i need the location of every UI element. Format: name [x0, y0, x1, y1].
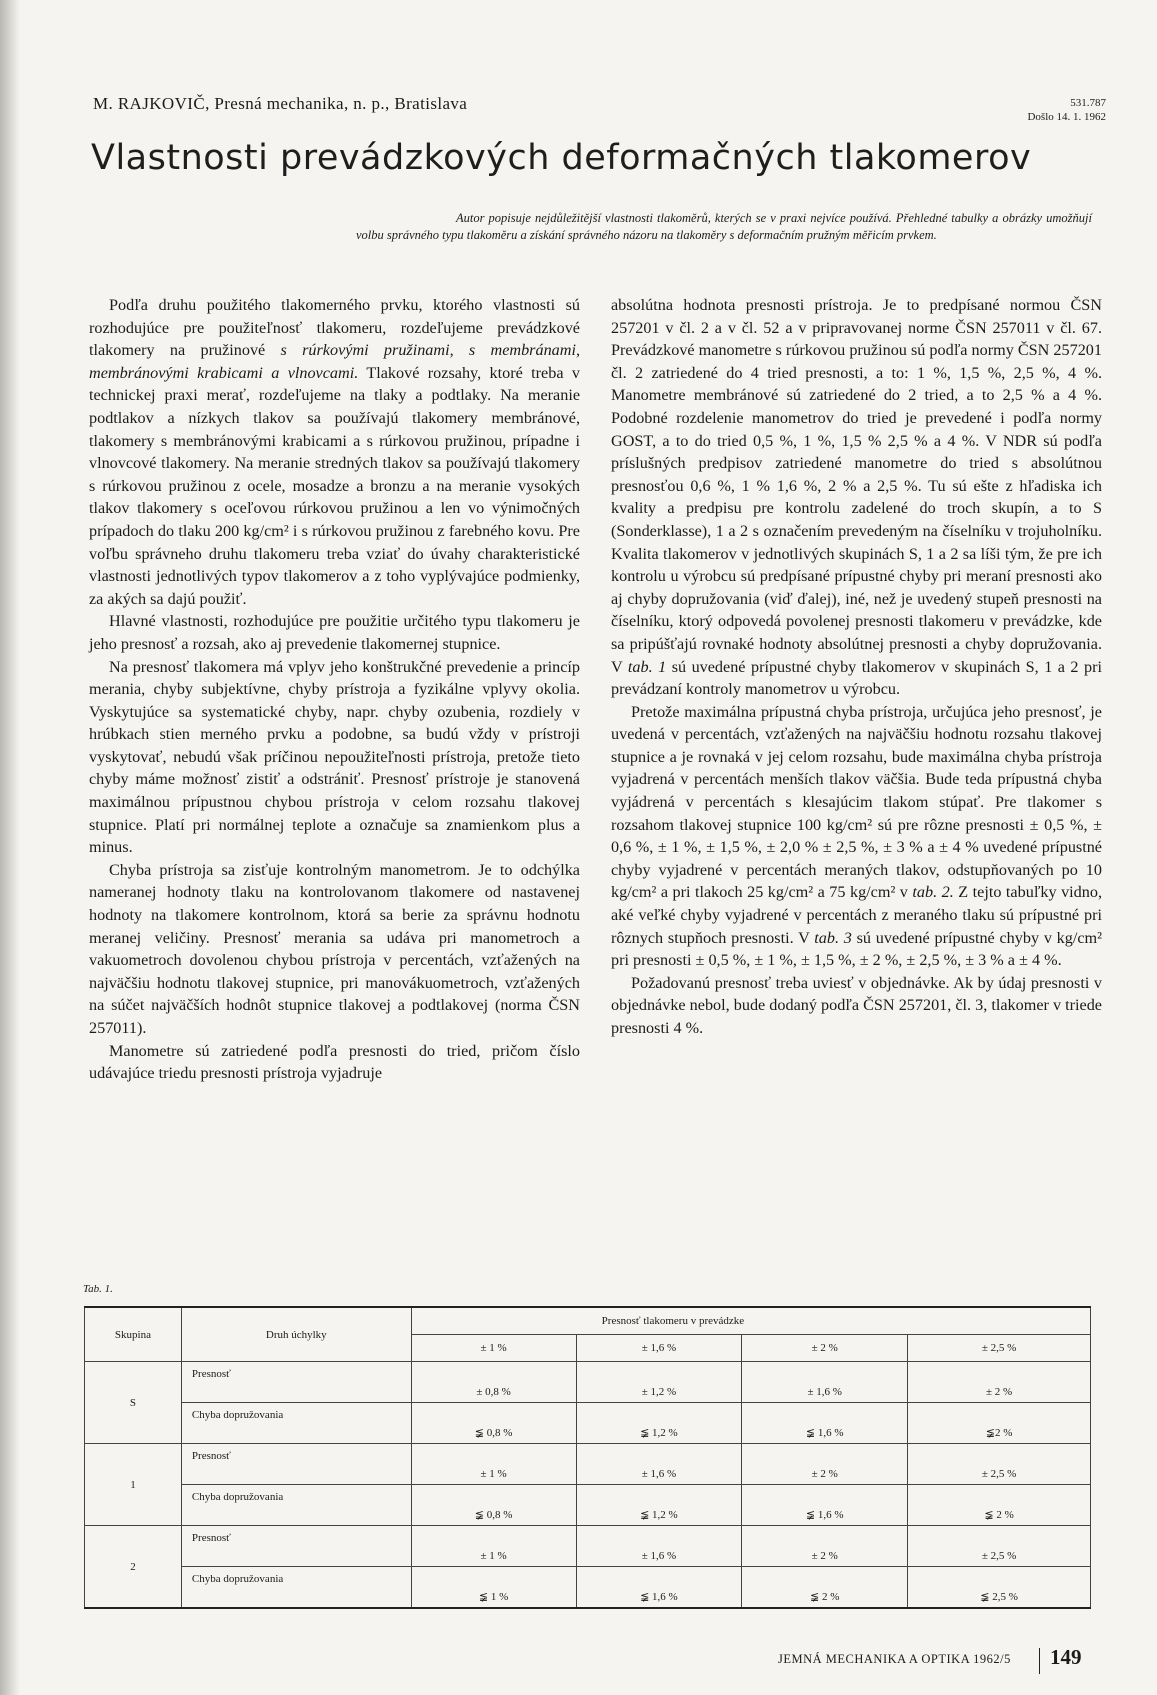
table-cell: ± 2,5 % — [908, 1526, 1091, 1567]
table-cell: ≨ 0,8 % — [411, 1403, 576, 1444]
udc-code: 531.787 — [1070, 97, 1106, 109]
table-row — [85, 1567, 1091, 1609]
table-cell: ± 1,6 % — [576, 1526, 742, 1567]
table-cell: ± 1,6 % — [742, 1362, 908, 1403]
table-cell: ± 2 % — [742, 1444, 908, 1485]
row-type: Presnosť — [181, 1444, 411, 1485]
header-presnost-group: Presnosť tlakomeru v prevádzke — [411, 1307, 1090, 1335]
row-type: Chyba dopružovania — [181, 1485, 411, 1526]
table-cell: ≨ 1 % — [411, 1567, 576, 1609]
row-type: Chyba dopružovania — [181, 1567, 411, 1609]
table-cell: ± 1,2 % — [576, 1362, 742, 1403]
page-number: 149 — [1050, 1645, 1082, 1669]
table-1 — [84, 1306, 1091, 1609]
paragraph: Pretože maximálna prípustná chyba prístroja, určujúca jeho presnosť, je uvedená v percentách, vzťažených na najväčšiu hodnotu rozsahu tlakovej stupnice a je rovnaká v jej celom rozsahu, bude maximálna chyba prístroja vyjadrená v percentách menších tlakov väčšia. Bude teda prípustná chyba vyjádrená v percentách s klesajúcim tlakom stúpať. Pre tlakomer s rozsahom tlakovej stupnice 100 kg/cm² sú pre rôzne presnosti ± 0,5 %, ± 0,6 %, ± 1 %, ± 1,5 %, ± 2,0 % ± 2,5 %, ± 3 % a ± 4 % uvedené prípustné chyby vyjadrené v percentách meraných tlakov, odstupňovaných po 10 kg/cm² a pri tlakoch 25 kg/cm² a 75 kg/cm² v tab. 2. Z tejto tabuľky vidno, aké veľké chyby vyjadrené v percentách z meraného tlaku sú prípustné pri rôznych stupňoch presnosti. V tab. 3 sú uvedené prípustné chyby v kg/cm² pri presnosti ± 0,5 %, ± 1 %, ± 1,5 %, ± 2 %, ± 2,5 %, ± 3 % a ± 4 %. — [611, 702, 1102, 970]
table-cell: ± 1,6 % — [576, 1444, 742, 1485]
group-name: S — [85, 1362, 182, 1444]
row-type: Chyba dopružovania — [181, 1403, 411, 1444]
header-class: ± 2,5 % — [908, 1335, 1091, 1362]
header-class: ± 1 % — [411, 1335, 576, 1362]
header-druh-uchylky: Druh úchylky — [181, 1307, 411, 1362]
table-row — [85, 1526, 1091, 1567]
paragraph: Požadovanú presnosť treba uviesť v objednávke. Ak by údaj presnosti v objednávke nebol, bude dodaný podľa ČSN 257201, čl. 3, tlakomer v triede presnosti 4 %. — [611, 973, 1102, 1037]
table-cell: ≨ 0,8 % — [411, 1485, 576, 1526]
right-column — [611, 294, 1102, 1040]
row-type: Presnosť — [181, 1526, 411, 1567]
left-column — [89, 294, 580, 1085]
header-class: ± 2 % — [742, 1335, 908, 1362]
table-cell: ≨ 2 % — [742, 1567, 908, 1609]
paragraph: Podľa druhu použitého tlakomerného prvku, ktorého vlastnosti sú rozhodujúce pre použiteľnosť tlakomeru, rozdeľujeme prevádzkové tlakomery na pružinové s rúrkovými pružinami, s membránami, membránovými krabicami a vlnovcami. Tlakové rozsahy, ktoré treba v technickej praxi merať, rozdeľujeme na tlaky a podtlaky. Na meranie podtlakov a nízkych tlakov sa používajú tlakomery membránové, tlakomery s membránovými krabicami a s rúrkovou pružinou, prípadne i vlnovcové tlakomery. Na meranie stredných tlakov sa používajú tlakomery s rúrkovou pružinou z ocele, mosadze a bronzu a na meranie vysokých tlakov tlakomery s oceľovou rúrkovou pružinou a len vo výnimočných prípadoch do tlaku 200 kg/cm² i s rúrkovou pružinou z farebného kovu. Pre voľbu správneho druhu tlakomeru treba vziať do úvahy charakteristické vlastnosti jednotlivých typov tlakomerov a z toho vyplývajúce podmienky, za akých sa dajú použiť. — [89, 296, 580, 608]
row-type: Presnosť — [181, 1362, 411, 1403]
table-cell: ≨ 1,6 % — [742, 1403, 908, 1444]
table-row — [85, 1444, 1091, 1485]
table-row — [85, 1485, 1091, 1526]
table-row — [85, 1403, 1091, 1444]
table-cell: ≨ 1,2 % — [576, 1403, 742, 1444]
journal-footer: JEMNÁ MECHANIKA A OPTIKA 1962/5 — [778, 1652, 1011, 1666]
table-cell: ± 2 % — [742, 1526, 908, 1567]
table-row — [85, 1362, 1091, 1403]
table-cell: ≨ 1,6 % — [742, 1485, 908, 1526]
group-name: 1 — [85, 1444, 182, 1526]
table-cell: ≨ 2 % — [908, 1485, 1091, 1526]
table-cell: ± 1 % — [411, 1526, 576, 1567]
article-title: Vlastnosti prevádzkových deformačných tlakomerov — [91, 138, 1032, 178]
paragraph: Hlavné vlastnosti, rozhodujúce pre použitie určitého typu tlakomeru je jeho presnosť a rozsah, ako aj prevedenie tlakomernej stupnice. — [89, 612, 580, 653]
table-cell: ± 2 % — [908, 1362, 1091, 1403]
table-cell: ± 0,8 % — [411, 1362, 576, 1403]
table-cell: ≨2 % — [908, 1403, 1091, 1444]
paragraph: Chyba prístroja sa zisťuje kontrolným manometrom. Je to odchýlka nameranej hodnoty tlaku na kontrolovanom tlakomere od nastavenej hodnoty na tlakomere kontrolnom, ktorá sa berie za správnu hodnotu meranej veličiny. Presnosť merania sa udáva pri manometroch a vakuometroch dovolenou chybou prístroja v percentách, vzťažených na najväčšiu hodnotu tlakovej stupnice, pri manovákuometroch, vzťažených na súčet najväčších hodnôt stupnice tlakovej a podtlakovej (norma ČSN 257011). — [89, 860, 580, 1037]
header-class: ± 1,6 % — [576, 1335, 742, 1362]
paragraph: absolútna hodnota presnosti prístroja. Je to predpísané normou ČSN 257201 v čl. 2 a v čl. 52 a v pripravovanej norme ČSN 257011 v čl. 67. Prevádzkové manometre s rúrkovou pružinou sú podľa normy ČSN 257201 čl. 2 zatriedené do 4 tried presnosti, a to: 1 %, 1,5 %, 2,5 %, 4 %. Manometre membránové sú zatriedené do 2 tried, a to 2,5 % a 4 %. Podobné rozdelenie manometrov do tried je prevedené i podľa normy GOST, a to do tried 0,5 %, 1 %, 1,5 % 2,5 % a 4 %. V NDR sú podľa príslušných predpisov zatriedené manometre do tried s absolútnou presnosťou 0,6 %, 1 % 1,6 %, 2 % a 2,5 %. Tu sú ešte z hľadiska ich kvality a predpisu pre kontrolu zadelené do troch skupín, a to S (Sonderklasse), 1 a 2 s označením prevedeným na číselníku v trojuholníku. Kvalita tlakomerov v jednotlivých skupinách S, 1 a 2 sa líši tým, že pre ich kontrolu u výrobcu sú predpísané prípustné chyby pri meraní presnosti ako aj chyby dopružovania (viď ďalej), iné, než je uvedený stupeň presnosti na číselníku, ktorý odpovedá povolenej presnosti tlakomeru v prevádzke, kde sa pripúšťajú rovnaké hodnoty absolútnej presnosti a chyby dopružovania. V tab. 1 sú uvedené prípustné chyby tlakomerov v skupinách S, 1 a 2 pri prevádzaní kontroly manometrov u výrobcu. — [611, 296, 1102, 699]
paragraph: Na presnosť tlakomera má vplyv jeho konštrukčné prevedenie a princíp merania, chyby subjektívne, chyby prístroja a fyzikálne vplyvy okolia. Vyskytujúce sa systematické chyby, napr. chyby ozubenia, rozdiely v hrúbkach stien merného prvku a podobne, sa budú vždy v prístroji vyskytovať, nebudú však príčinou nepoužiteľnosti prístroja, pretože tieto chyby máme možnosť zistiť a odstrániť. Presnosť prístroje je stanovená maximálnou prípustnou chybou prístroja v celom rozsahu tlakovej stupnice. Platí pri normálnej teplote a označuje sa znamienkom plus a minus. — [89, 657, 580, 857]
table-cell: ≨ 1,6 % — [576, 1567, 742, 1609]
article-reference — [1027, 96, 1106, 124]
article-author: M. RAJKOVIČ, Presná mechanika, n. p., Bratislava — [93, 94, 468, 113]
footer-divider — [1039, 1648, 1040, 1674]
page-binding-shadow — [0, 0, 20, 1695]
table-cell: ± 2,5 % — [908, 1444, 1091, 1485]
table-cell: ± 1 % — [411, 1444, 576, 1485]
table-cell: ≨ 2,5 % — [908, 1567, 1091, 1609]
header-skupina: Skupina — [85, 1307, 182, 1362]
received-date: Došlo 14. 1. 1962 — [1027, 111, 1106, 123]
paragraph: Manometre sú zatriedené podľa presnosti do tried, pričom číslo udávajúce triedu presnosti prístroja vyjadruje — [89, 1041, 580, 1083]
table-cell: ≨ 1,2 % — [576, 1485, 742, 1526]
table-label: Tab. 1. — [83, 1283, 113, 1295]
article-abstract: Autor popisuje nejdůležitější vlastnosti tlakoměrů, kterých se v praxi nejvíce používá. Přehledné tabulky a obrázky umožňují volbu správného typu tlakoměru a získání správného názoru na tlakoměry s deformačním pružným měřicím prvkem. — [356, 211, 1092, 242]
group-name: 2 — [85, 1526, 182, 1609]
